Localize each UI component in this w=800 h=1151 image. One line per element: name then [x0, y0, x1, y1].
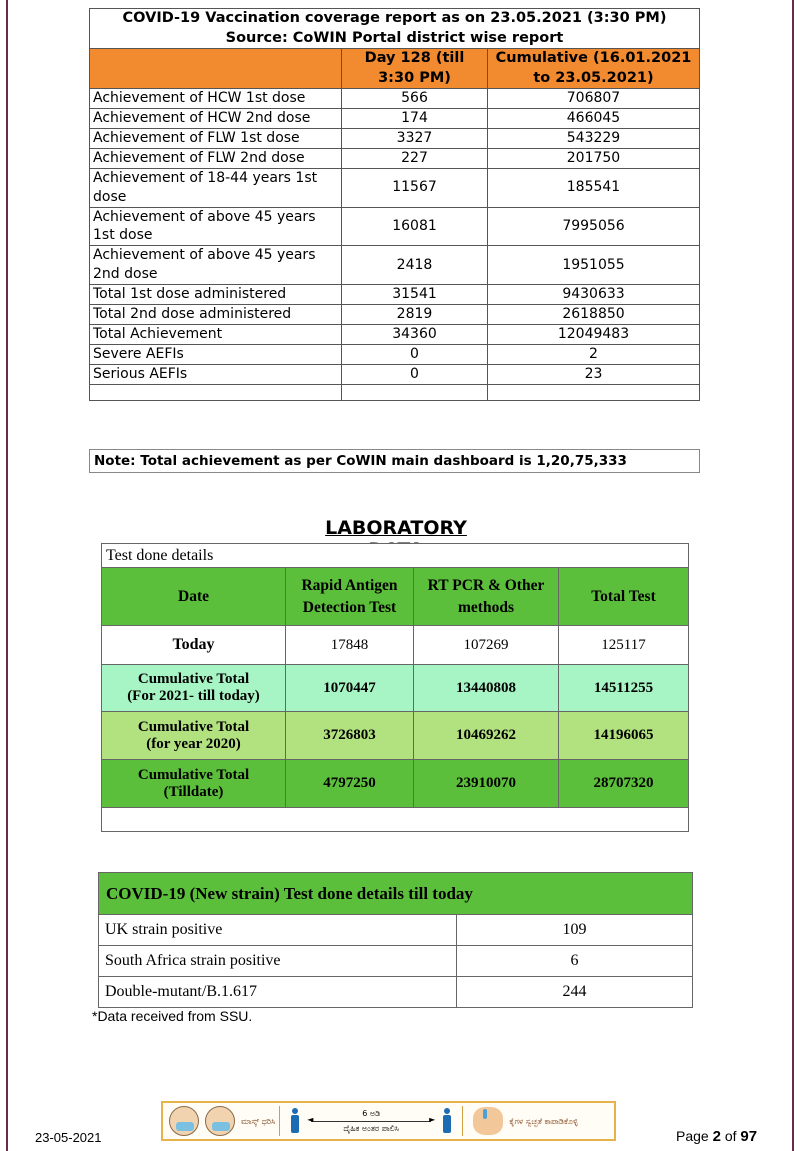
- page-number: Page 2 of 97: [676, 1128, 758, 1145]
- vaccination-day-value: 0: [342, 364, 488, 384]
- header-day: Day 128 (till 3:30 PM): [342, 49, 488, 89]
- vaccination-cumulative-value: 201750: [488, 148, 700, 168]
- lab-total-value: 14196065: [559, 712, 689, 760]
- vaccination-row-label: Achievement of 18-44 years 1st dose: [90, 168, 342, 207]
- lab-header-rat: Rapid Antigen Detection Test: [286, 568, 414, 626]
- laboratory-heading: LABORATORY: [325, 517, 467, 539]
- vaccination-cumulative-value: 1951055: [488, 246, 700, 285]
- header-cumulative: Cumulative (16.01.2021 to 23.05.2021): [488, 49, 700, 89]
- vaccination-row-label: Total 1st dose administered: [90, 285, 342, 305]
- hand-wash-icon: [473, 1107, 503, 1135]
- table-row: [90, 109, 700, 129]
- vaccination-day-value: 34360: [342, 324, 488, 344]
- vaccination-day-value: 3327: [342, 129, 488, 149]
- table-row: [90, 324, 700, 344]
- vaccination-day-value: 2819: [342, 305, 488, 325]
- footer-date: 23-05-2021: [35, 1130, 102, 1145]
- vaccination-table: [89, 8, 700, 401]
- vaccination-row-label: Achievement of above 45 years 1st dose: [90, 207, 342, 246]
- vaccination-day-value: 11567: [342, 168, 488, 207]
- lab-rat-value: 1070447: [286, 665, 414, 712]
- vaccination-row-label: Achievement of HCW 2nd dose: [90, 109, 342, 129]
- person-icon: [442, 1108, 452, 1134]
- vaccination-row-label: Total Achievement: [90, 324, 342, 344]
- vaccination-row-label: Total 2nd dose administered: [90, 305, 342, 325]
- lab-rtpcr-value: 13440808: [414, 665, 559, 712]
- vaccination-row-label: Achievement of FLW 1st dose: [90, 129, 342, 149]
- strain-table: [98, 872, 693, 1008]
- table-row: [102, 712, 689, 760]
- lab-rat-value: 4797250: [286, 760, 414, 808]
- strain-label: UK strain positive: [99, 915, 457, 946]
- table-row: [90, 285, 700, 305]
- table-row: [99, 915, 693, 946]
- covid-appropriate-behaviour-banner: [161, 1101, 616, 1141]
- vaccination-row-label: Severe AEFIs: [90, 344, 342, 364]
- lab-total-value: 125117: [559, 626, 689, 665]
- lab-row-label: Cumulative Total (Tilldate): [102, 760, 286, 808]
- vaccination-cumulative-value: 2: [488, 344, 700, 364]
- table-row: [90, 129, 700, 149]
- table-row: [102, 626, 689, 665]
- vaccination-cumulative-value: 7995056: [488, 207, 700, 246]
- distance-arrow: 6 ಅಡಿ ◄ ► ದೈಹಿಕ ಅಂತರ ಪಾಲಿಸಿ: [306, 1109, 436, 1134]
- dashboard-note: Note: Total achievement as per CoWIN main dashboard is 1,20,75,333: [89, 449, 700, 473]
- lab-rat-value: 3726803: [286, 712, 414, 760]
- vaccination-day-value: 16081: [342, 207, 488, 246]
- lab-rat-value: 17848: [286, 626, 414, 665]
- lab-rtpcr-value: 23910070: [414, 760, 559, 808]
- wash-text: ಕೈಗಳ ಸ್ವಚ್ಛತೆ ಕಾಪಾಡಿಕೊಳ್ಳಿ: [509, 1116, 578, 1126]
- vaccination-row-label: Achievement of HCW 1st dose: [90, 89, 342, 109]
- strain-label: Double-mutant/B.1.617: [99, 977, 457, 1008]
- vaccination-cumulative-value: 185541: [488, 168, 700, 207]
- vaccination-cumulative-value: 2618850: [488, 305, 700, 325]
- vaccination-title: COVID-19 Vaccination coverage report as on 23.05.2021 (3:30 PM) Source: CoWIN Portal district wise report: [90, 9, 700, 49]
- table-row: [90, 305, 700, 325]
- vaccination-day-value: 227: [342, 148, 488, 168]
- lab-total-value: 14511255: [559, 665, 689, 712]
- masked-face-icon: [169, 1106, 199, 1136]
- lab-row-label: Cumulative Total (For 2021- till today): [102, 665, 286, 712]
- table-row: [102, 760, 689, 808]
- double-arrow-icon: [311, 1121, 431, 1122]
- table-row: [102, 665, 689, 712]
- table-row: [90, 207, 700, 246]
- mask-text: ಮಾಸ್ಕ್ ಧರಿಸಿ: [241, 1116, 276, 1126]
- table-row: [90, 148, 700, 168]
- vaccination-cumulative-value: 23: [488, 364, 700, 384]
- vaccination-cumulative-value: 543229: [488, 129, 700, 149]
- vaccination-day-value: 31541: [342, 285, 488, 305]
- vaccination-row-label: Achievement of above 45 years 2nd dose: [90, 246, 342, 285]
- vaccination-day-value: 174: [342, 109, 488, 129]
- table-row: [99, 977, 693, 1008]
- person-icon: [290, 1108, 300, 1134]
- strain-value: 244: [457, 977, 693, 1008]
- table-row: [90, 89, 700, 109]
- lab-total-value: 28707320: [559, 760, 689, 808]
- ssu-footnote: *Data received from SSU.: [92, 1008, 253, 1024]
- vaccination-day-value: 2418: [342, 246, 488, 285]
- vaccination-row-label: Serious AEFIs: [90, 364, 342, 384]
- strain-label: South Africa strain positive: [99, 946, 457, 977]
- lab-header-rtpcr: RT PCR & Other methods: [414, 568, 559, 626]
- strain-value: 109: [457, 915, 693, 946]
- table-row: [90, 246, 700, 285]
- lab-header-total: Total Test: [559, 568, 689, 626]
- lab-row-label: Today: [102, 626, 286, 665]
- table-row: [90, 168, 700, 207]
- strain-value: 6: [457, 946, 693, 977]
- table-row: [99, 946, 693, 977]
- vaccination-row-label: Achievement of FLW 2nd dose: [90, 148, 342, 168]
- lab-rtpcr-value: 107269: [414, 626, 559, 665]
- table-row: [90, 364, 700, 384]
- vaccination-day-value: 566: [342, 89, 488, 109]
- laboratory-table: [101, 543, 689, 832]
- vaccination-cumulative-value: 466045: [488, 109, 700, 129]
- lab-caption: Test done details: [102, 544, 689, 568]
- lab-rtpcr-value: 10469262: [414, 712, 559, 760]
- vaccination-cumulative-value: 706807: [488, 89, 700, 109]
- vaccination-day-value: 0: [342, 344, 488, 364]
- lab-row-label: Cumulative Total (for year 2020): [102, 712, 286, 760]
- header-blank: [90, 49, 342, 89]
- strain-heading: COVID-19 (New strain) Test done details till today: [99, 873, 693, 915]
- masked-face-icon: [205, 1106, 235, 1136]
- vaccination-cumulative-value: 12049483: [488, 324, 700, 344]
- vaccination-cumulative-value: 9430633: [488, 285, 700, 305]
- lab-header-date: Date: [102, 568, 286, 626]
- table-row: [90, 344, 700, 364]
